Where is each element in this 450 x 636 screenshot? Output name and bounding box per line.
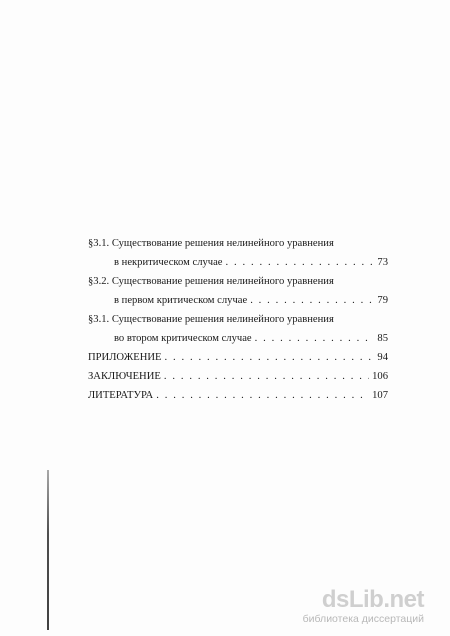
toc-page-number: 106: [372, 371, 388, 382]
toc-page-number: 85: [377, 333, 388, 344]
toc-entry-line: [88, 367, 388, 386]
toc-entry-title-cont: во втором критическом случае: [114, 333, 252, 344]
toc-entry-title: §3.2. Существование решения нелинейного уравнения: [88, 276, 334, 287]
toc-entry-conclusion[interactable]: [88, 367, 388, 386]
toc-entry-line: [88, 348, 388, 367]
toc-page-number: 73: [377, 257, 388, 268]
toc-page-number: 107: [372, 390, 388, 401]
dot-leader: [164, 367, 369, 386]
toc-entry-title: §3.1. Существование решения нелинейного уравнения: [88, 238, 334, 249]
table-of-contents: [88, 234, 388, 405]
watermark: [292, 587, 424, 626]
scan-edge-shadow: [47, 470, 49, 630]
toc-entry-continuation: [88, 253, 388, 272]
watermark-subtitle: библиотека диссертаций: [302, 613, 424, 625]
toc-entry-continuation: [88, 291, 388, 310]
toc-page-number: 79: [377, 295, 388, 306]
toc-entry-title: §3.1. Существование решения нелинейного уравнения: [88, 314, 334, 325]
watermark-logo: dsLib.net: [321, 586, 424, 613]
toc-entry-title: ЛИТЕРАТУРА: [88, 390, 154, 401]
toc-entry-literature[interactable]: [88, 386, 388, 405]
toc-entry-heading: [88, 272, 388, 291]
dot-leader: [255, 329, 375, 348]
toc-entry-heading: [88, 310, 388, 329]
toc-entry-heading: [88, 234, 388, 253]
toc-entry-3-1-second-critical[interactable]: [88, 310, 388, 348]
toc-entry-title: ПРИЛОЖЕНИЕ: [88, 352, 162, 363]
dot-leader: [226, 253, 375, 272]
toc-entry-title: ЗАКЛЮЧЕНИЕ: [88, 371, 161, 382]
toc-entry-line: [88, 386, 388, 405]
toc-page-number: 94: [377, 352, 388, 363]
dot-leader: [156, 386, 369, 405]
toc-entry-title-cont: в первом критическом случае: [114, 295, 248, 306]
toc-entry-3-1-noncritical[interactable]: [88, 234, 388, 272]
toc-entry-3-2-first-critical[interactable]: [88, 272, 388, 310]
toc-entry-continuation: [88, 329, 388, 348]
dot-leader: [165, 348, 375, 367]
toc-entry-appendix[interactable]: [88, 348, 388, 367]
toc-entry-title-cont: в некритическом случае: [114, 257, 223, 268]
dot-leader: [250, 291, 374, 310]
